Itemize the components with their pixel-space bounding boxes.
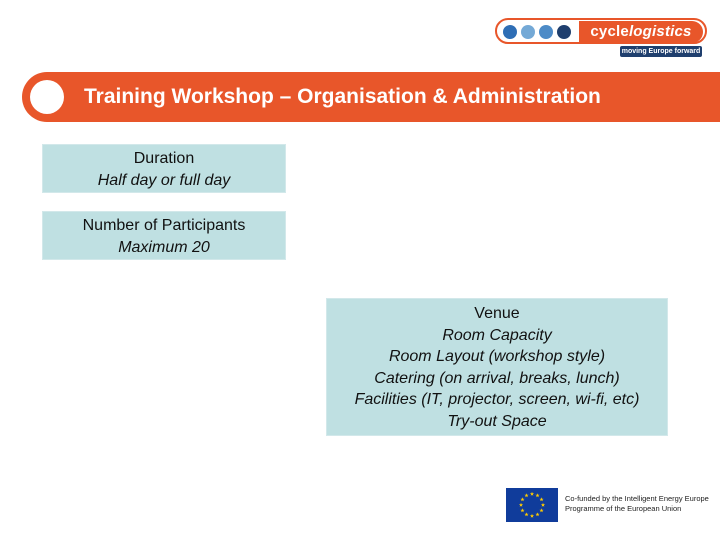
eu-star-icon bbox=[524, 493, 528, 497]
eu-flag-icon bbox=[506, 488, 558, 522]
eu-star-icon bbox=[519, 503, 523, 507]
eu-star-icon bbox=[520, 508, 524, 512]
duration-heading: Duration bbox=[133, 150, 195, 167]
venue-heading: Venue bbox=[474, 305, 520, 322]
eu-star-icon bbox=[539, 508, 543, 512]
logo-dot-4 bbox=[557, 25, 571, 39]
eu-star-icon bbox=[539, 497, 543, 501]
title-bullet-circle bbox=[30, 80, 64, 114]
logo-dot-1 bbox=[503, 25, 517, 39]
venue-box bbox=[326, 298, 668, 436]
eu-star-icon bbox=[520, 497, 524, 501]
logo-wordmark-suffix: logistics bbox=[628, 23, 692, 40]
eu-star-icon bbox=[524, 512, 528, 516]
venue-item: Catering (on arrival, breaks, lunch) bbox=[374, 369, 620, 387]
duration-value: Half day or full day bbox=[97, 172, 231, 189]
venue-item: Room Layout (workshop style) bbox=[388, 348, 606, 365]
eu-star-icon bbox=[530, 514, 534, 518]
eu-funding-line-2: Programme of the European Union bbox=[565, 504, 682, 513]
eu-funding-note bbox=[565, 494, 715, 514]
participants-box bbox=[42, 211, 286, 260]
logo-wordmark bbox=[579, 21, 703, 43]
title-bar bbox=[22, 72, 720, 122]
eu-star-icon bbox=[535, 512, 539, 516]
participants-heading: Number of Participants bbox=[82, 217, 246, 234]
eu-star-icon bbox=[541, 503, 545, 507]
eu-funding-line-1: Co-funded by the Intelligent Energy Europe bbox=[565, 494, 709, 503]
eu-star-icon bbox=[535, 493, 539, 497]
venue-item: Try-out Space bbox=[447, 412, 547, 430]
cyclelogistics-logo bbox=[495, 18, 707, 56]
logo-dot-2 bbox=[521, 25, 535, 39]
page-title: Training Workshop – Organisation & Administration bbox=[84, 85, 601, 108]
eu-stars bbox=[506, 488, 558, 522]
logo-wordmark-prefix: cycle bbox=[590, 23, 629, 40]
venue-item: Facilities (IT, projector, screen, wi-fi, etc) bbox=[354, 391, 640, 408]
participants-value: Maximum 20 bbox=[118, 239, 210, 256]
eu-star-icon bbox=[530, 492, 534, 496]
logo-dot-3 bbox=[539, 25, 553, 39]
logo-tagline: moving Europe forward bbox=[621, 48, 701, 55]
duration-box bbox=[42, 144, 286, 193]
venue-item: Room Capacity bbox=[442, 326, 552, 344]
logo-pill bbox=[495, 18, 707, 44]
